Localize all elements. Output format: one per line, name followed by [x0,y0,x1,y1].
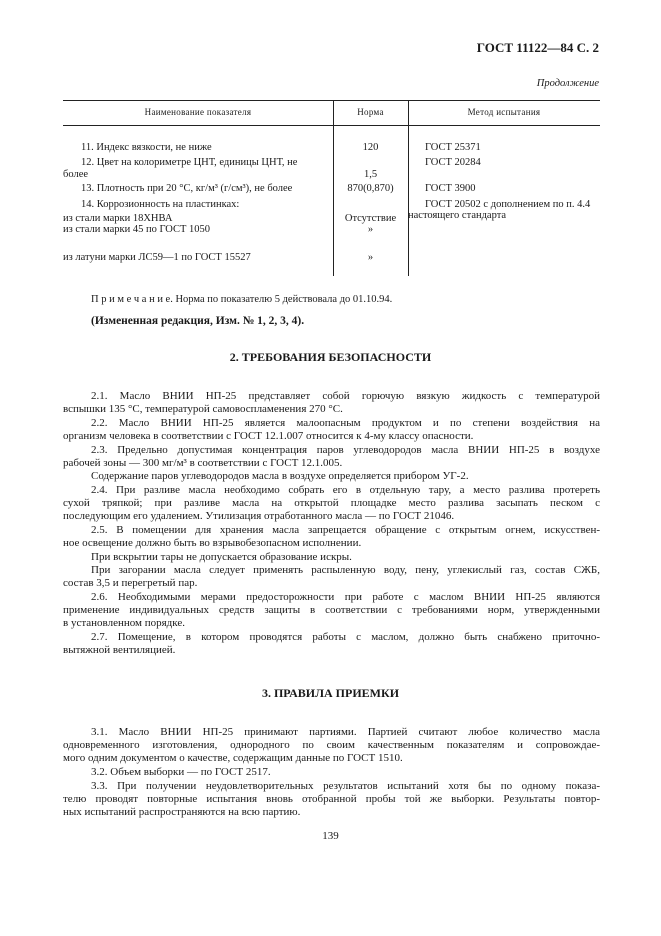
paragraph [63,470,600,483]
paragraph [63,444,600,470]
row-name: 13. Плотность при 20 °С, кг/м³ (г/см³), не более [81,183,293,194]
paragraph-line: ных испытаний распространяются на всю партию. [63,805,301,818]
paragraph-line: применение индивидуальных средств защиты в соответствии с требованиями норм, утвержденными [63,604,600,616]
row-method-continued: настоящего стандарта [408,210,507,221]
row-method: ГОСТ 25371 [425,142,481,153]
paragraph-line: 3.2. Объем выборки — по ГОСТ 2517. [91,766,271,779]
paragraph [63,726,600,765]
paragraph-line: При загорании масла следует применять распыленную воду, пену, углекислый газ, состав СЖБ, [91,564,600,577]
paragraph [63,631,600,657]
paragraph-line: в установленном порядке. [63,617,185,629]
page-number: 139 [322,830,339,842]
row-norm: » [367,252,374,263]
row-method: ГОСТ 20284 [425,157,481,168]
paragraph-line: 3.1. Масло ВНИИ НП-25 принимают партиями. Партией считают любое количество масла [91,726,600,738]
paragraph [63,551,600,564]
row-subname: из стали марки 18ХНВА [63,213,173,224]
paragraph-line: 2.5. В помещении для хранения масла запрещается обращение с открытым огнем, искусствен- [91,524,600,536]
row-norm: » [367,224,374,235]
paragraph-line: сухой тряпкой; при разливе масла на открытой площадке место разлива засыпать песком с [63,496,600,509]
table-divider [408,100,409,276]
indicators-table [63,100,600,276]
row-subname: из латуни марки ЛС59—1 по ГОСТ 15527 [63,252,251,263]
paragraph [63,766,600,779]
paragraph-line: рабочей зоны — 300 мг/м³ в соответствии с ГОСТ 12.1.005. [63,456,343,469]
paragraph-line: 2.1. Масло ВНИИ НП-25 представляет собой горючую вязкую жидкость с температурой [91,390,600,402]
paragraph [63,417,600,443]
table-note: П р и м е ч а н и е. Норма по показателю 5 действовала до 01.10.94. [91,294,393,305]
paragraph-line: 2.6. Необходимыми мерами предосторожности при работе с маслом ВНИИ НП-25 являются [91,591,600,603]
paragraph-line: 2.3. Предельно допустимая концентрация паров углеводородов масла ВНИИ НП-25 в воздухе [91,443,600,456]
row-norm: Отсутствие [344,213,397,224]
paragraph [63,524,600,550]
continuation-label: Продолжение [536,78,599,89]
row-subname: из стали марки 45 по ГОСТ 1050 [63,224,211,235]
paragraph [63,484,600,523]
paragraph-line: Содержание паров углеводородов масла в воздухе определяется прибором УГ-2. [91,470,469,483]
paragraph-line: При вскрытии тары не допускается образование искры. [91,550,352,563]
section-3-title: 3. ПРАВИЛА ПРИЕМКИ [261,686,400,700]
table-header-rule [63,125,600,126]
paragraph-line: 2.2. Масло ВНИИ НП-25 является малоопасным продуктом и по степени воздействия на [91,416,600,429]
column-header-method: Метод испытания [467,107,541,117]
row-norm: 1,5 [363,169,378,180]
column-header-name: Наименование показателя [144,107,252,117]
paragraph-line: ное освещение должно быть во взрывобезопасном исполнении. [63,537,362,549]
paragraph-line: одновременного изготовления, однородного по своим качественным показателям и сопровождае- [63,739,600,751]
row-method: ГОСТ 3900 [425,183,476,194]
column-header-norm: Норма [357,107,384,117]
row-name-continued: более [63,169,89,180]
document-code: ГОСТ 11122—84 С. 2 [476,40,599,55]
paragraph-line: телю проводят повторные испытания вновь отобранной пробы той же выборки. Результаты повтор- [63,792,600,805]
row-norm: 120 [362,142,379,153]
paragraph [63,780,600,819]
row-method: ГОСТ 20502 с дополнением по п. 4.4 [425,199,591,210]
paragraph-line: мого одним документом о качестве, содержащим данные по ГОСТ 1510. [63,752,403,764]
paragraph-line: вытяжной вентиляцией. [63,644,176,657]
paragraph-line: последующим его удалением. Утилизация отработанного масла — по ГОСТ 21046. [63,509,455,522]
paragraph-line: организм человека в соответствии с ГОСТ 12.1.007 относится к 4-му классу опасности. [63,429,474,442]
paragraph [63,591,600,630]
section-2-title: 2. ТРЕБОВАНИЯ БЕЗОПАСНОСТИ [229,350,432,364]
edit-note: (Измененная редакция, Изм. № 1, 2, 3, 4). [91,315,305,327]
paragraph [63,564,600,590]
paragraph-line: 2.4. При разливе масла необходимо собрать его в отдельную тару, а место разлива протереть [91,483,600,496]
row-name: 12. Цвет на колориметре ЦНТ, единицы ЦНТ, не [81,157,298,168]
paragraph [63,390,600,416]
paragraph-line: вспышки 135 °С, температурой самовоспламенения 270 °С. [63,403,343,415]
paragraph-line: состав 3,5 и перегретый пар. [63,577,198,590]
table-top-rule [63,100,600,101]
paragraph-line: 3.3. При получении неудовлетворительных результатов испытаний хотя бы по одному показа- [91,779,600,792]
paragraph-line: 2.7. Помещение, в котором проводятся работы с маслом, должно быть снабжено приточно- [91,631,600,644]
row-name: 11. Индекс вязкости, не ниже [81,142,212,153]
row-name: 14. Коррозионность на пластинках: [81,199,240,210]
row-norm: 870(0,870) [347,183,394,194]
